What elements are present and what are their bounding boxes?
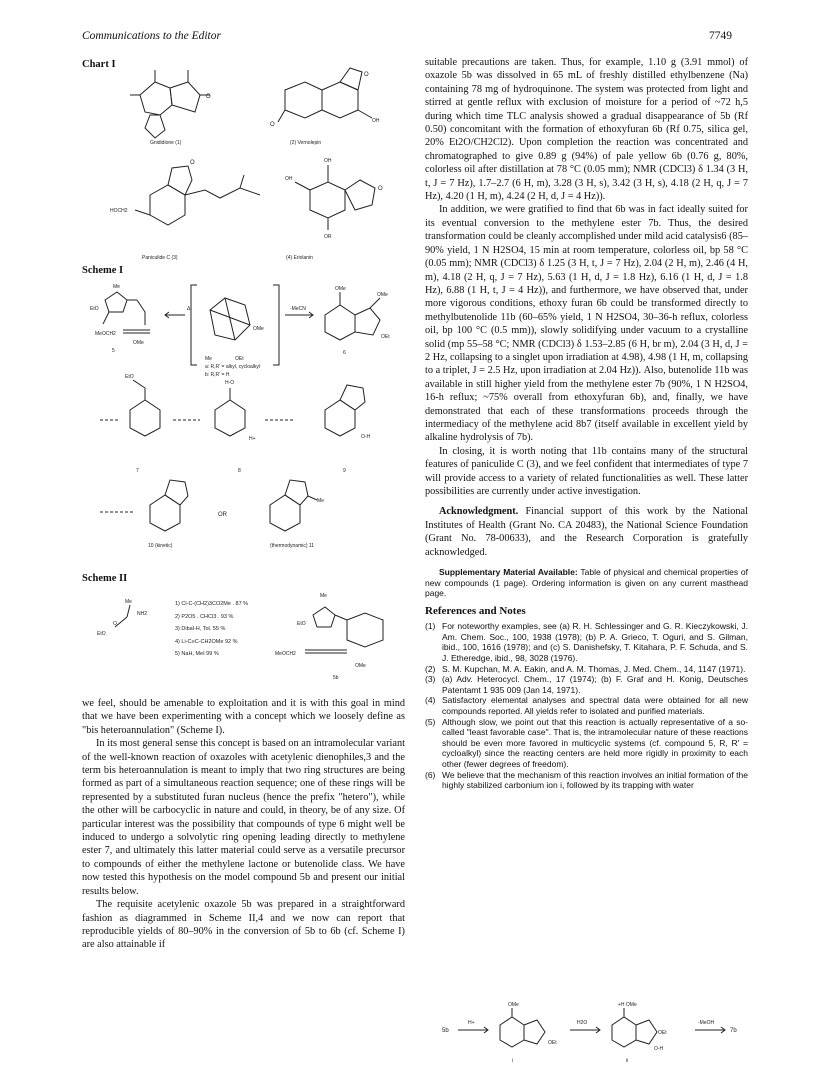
reference-number: (1) xyxy=(425,621,436,632)
step-1: 1) Cl-C-(CH2)3CO2Me . 87 % xyxy=(175,601,249,607)
reference-item xyxy=(425,770,748,791)
reference-item xyxy=(425,674,748,695)
step-2: 2) P2O5 . CHCl3 . 93 % xyxy=(175,613,234,620)
label-compound-11: (thermodynamic) 11 xyxy=(270,543,315,549)
reference-number: (4) xyxy=(425,695,436,706)
svg-text:EtO: EtO xyxy=(297,621,306,627)
reference-number: (3) xyxy=(425,674,436,685)
step-4: 4) Li-C≡C-CH2OMe 92 % xyxy=(175,638,238,645)
svg-text:OR: OR xyxy=(218,512,227,518)
scheme-ii-label: Scheme II xyxy=(82,573,128,584)
reference-number: (5) xyxy=(425,716,436,727)
svg-text:OH: OH xyxy=(372,118,380,124)
note-a: a: R,R' = alkyl, cycloalkyl xyxy=(205,364,260,370)
svg-text:OH: OH xyxy=(285,176,293,182)
left-paragraph-1: we feel, should be amenable to exploitation and it is with this goal in mind that we have been experimenting with a concept which we loosely define as "bis heteroannulation" (Scheme I). xyxy=(82,698,405,736)
reagent-delta: Δ xyxy=(187,306,191,312)
svg-text:O: O xyxy=(113,621,117,627)
svg-text:HOCH2: HOCH2 xyxy=(110,208,128,214)
acknowledgment xyxy=(425,505,748,559)
note-b: b: R,R' = H xyxy=(205,372,230,378)
mech-meoh: -MeOH xyxy=(698,1020,715,1026)
svg-text:OH: OH xyxy=(324,158,332,164)
structure-9 xyxy=(325,385,371,440)
label-compound-10: 10 (kinetic) xyxy=(148,543,173,549)
reference-text: We believe that the mechanism of this reaction involves an initial formation of the highly stabilized carbonium ion i, followed by its trapping with water xyxy=(442,769,748,791)
mech-start: 5b xyxy=(442,1028,449,1034)
acknowledgment-heading: Acknowledgment. xyxy=(439,506,519,518)
references-heading: References and Notes xyxy=(425,604,526,617)
caption-compound-2: (2) Vernolepin xyxy=(290,140,322,146)
svg-text:O: O xyxy=(270,122,275,128)
journal-section-title: Communications to the Editor xyxy=(82,30,221,42)
reference-number: (2) xyxy=(425,663,436,674)
supplementary-heading: Supplementary Material Available: xyxy=(439,567,578,578)
page-number: 7749 xyxy=(709,30,732,42)
right-paragraph-1: suitable precautions are taken. Thus, for example, 1.10 g (3.91 mmol) of oxazole 5b was dissolved in 65 mL of freshly distilled ethylbenzene (Na) containing 78 mg of hydroquinone. The system was protected from light and stirred at gentle reflux with exclusion of moisture for a period of ~72 h,5 during which time TLC analysis showed a gradual disappearance of 5b (Rf 0.50) concomitant with the formation of ethoxyfuran 6b (Rf 0.75, silica gel, 20% Et2O/CH2Cl2). Upon completion the reaction was concentrated and chromatographed to give 0.89 g (94%) of pale yellow 6b (0.76 g, 80%, colorless oil after distillation at 78 °C (0.05 mm); NMR (CDCl3) δ 1.34 (3 H, t, J = 7 Hz), 1.7–2.7 (6 H, m), 3.28 (3 H, s), 3.42 (3 H, s), 4.18 (2 H, q, J = 7 Hz), 4.20 (1 H, m), 4.24 (2 H, d, J = 4 Hz)). xyxy=(425,57,748,203)
reference-item xyxy=(425,717,748,770)
svg-text:EtO: EtO xyxy=(90,306,99,312)
svg-text:O: O xyxy=(190,160,195,166)
reference-item xyxy=(425,695,748,716)
structure-cation-i xyxy=(500,1002,557,1047)
svg-text:OR: OR xyxy=(324,234,332,240)
mech-h2o: H2O xyxy=(577,1020,588,1026)
svg-text:Me: Me xyxy=(125,599,132,605)
svg-text:O: O xyxy=(206,94,211,100)
svg-text:OEt: OEt xyxy=(381,334,390,340)
label-compound-5: 5 xyxy=(112,348,115,354)
svg-text:O: O xyxy=(378,186,383,192)
mech-h-plus: H+ xyxy=(468,1020,475,1026)
label-compound-6: 6 xyxy=(343,350,346,356)
caption-compound-3: Paniculide C (3) xyxy=(142,255,178,261)
label-compound-7: 7 xyxy=(136,468,139,474)
svg-text:O-H: O-H xyxy=(361,434,371,440)
label-compound-5b: 5b xyxy=(333,675,339,681)
structure-6 xyxy=(325,286,390,340)
reference-text: For noteworthy examples, see (a) R. H. Schlessinger and G. R. Kieczykowski, J. Am. Chem. Soc., 100, 1938 (1978); (b) P. A. Grieco, T. Oguri, and S. Gilman, ibid., 100, 1616 (1978); and (c) S. Danishefsky, T. Kitahara, P. F. Schuda, and S. J. Etheredge, ibid., 98, 3028 (1976). xyxy=(442,621,748,663)
reagent-mecn: -MeCN xyxy=(290,306,306,312)
svg-text:+H OMe: +H OMe xyxy=(618,1002,637,1008)
structure-5 xyxy=(90,284,150,346)
svg-text:Me: Me xyxy=(205,356,212,362)
svg-text:OMe: OMe xyxy=(253,326,264,332)
svg-text:MeOCH2: MeOCH2 xyxy=(275,651,296,657)
reference-text: (a) Adv. Heterocycl. Chem., 17 (1974); (b) F. Graf and H. Konig, Deutsches Patentamt 1 935 009 (Jan 14, 1971). xyxy=(442,674,748,695)
reference-text: Although slow, we point out that this reaction is actually representative of a so-called "least favorable case". That is, the intramolecular nature of these reactions should be even more favored in multicyclic systems (cf. compound 5, R, R' = cycloalkyl) since the reacting centers are held more rigidly in proximity to each other (fewer degrees of freedom). xyxy=(442,716,748,769)
structure-bracket-intermediate xyxy=(191,285,279,365)
structure-5b xyxy=(275,593,383,669)
svg-text:H-O: H-O xyxy=(225,380,235,386)
svg-text:OEt: OEt xyxy=(658,1030,667,1036)
acknowledgment-body: Financial support of this work by the National Institutes of Health (Grant No. CA 20483), the National Science Foundation (Grant No. 78-00633), and the Research Corporation is gratefully acknowledged. xyxy=(425,506,748,558)
svg-text:EtO: EtO xyxy=(97,631,106,637)
svg-text:OEt: OEt xyxy=(548,1040,557,1046)
structure-gnididione xyxy=(130,70,211,138)
reference-text: Satisfactory elemental analyses and spectral data were obtained for all new compounds reported. All yields refer to isolated and purified materials. xyxy=(442,695,748,716)
supplementary-body: Table of physical and chemical properties of new compounds (1 page). Ordering information is given on any current masthead page. xyxy=(425,567,748,599)
svg-text:EtO: EtO xyxy=(125,374,134,380)
svg-text:Me: Me xyxy=(317,498,324,504)
svg-text:MeOCH2: MeOCH2 xyxy=(95,331,116,337)
left-paragraph-3: The requisite acetylenic oxazole 5b was prepared in a straightforward fashion as diagrammed in Scheme II,4 and we now can report that reproducible yields of 80–90% in the conversion of 5b to 6b (cf. Scheme I) are also attainable if xyxy=(82,899,405,951)
reference-number: (6) xyxy=(425,769,436,780)
structure-vernolepin xyxy=(270,68,380,128)
scheme-i-structures xyxy=(85,280,425,560)
mech-end: 7b xyxy=(730,1028,737,1034)
left-paragraph-2: In its most general sense this concept is based on an intramolecular variant of the well-known reaction of oxazoles with acetylenic dienophiles,3 and the term bis heteroannulation is meant to imply that two ring structures are being formed as part of a simultaneous reaction sequence; one of these rings will be represented by a substituted furan nucleus (hence the prefix "hetero"), while the other will be carbocyclic in nature and could, in theory, be of any size. Of particular interest was the possibility that compounds of type 6 might well be induced to undergo a solvolytic ring opening leading directly to methylene ester 7, and ultimately this latter material could serve as a versatile precursor to compounds of either the methylene lactone or butenolide class. We have now tested this hypothesis on the model compound 5b and present our initial results below. xyxy=(82,738,405,897)
structure-10 xyxy=(150,480,188,531)
structure-11 xyxy=(270,480,324,531)
svg-text:Me: Me xyxy=(320,593,327,599)
mech-label-ii: ii xyxy=(626,1058,629,1064)
svg-text:Me: Me xyxy=(113,284,120,290)
reference-item xyxy=(425,664,748,675)
mechanism-scheme xyxy=(440,1000,760,1065)
chart-i-label: Chart I xyxy=(82,59,116,70)
structure-8 xyxy=(215,380,256,442)
svg-text:NH2: NH2 xyxy=(137,611,148,617)
reference-text: S. M. Kupchan, M. A. Eakin, and A. M. Thomas, J. Med. Chem., 14, 1147 (1971). xyxy=(442,663,746,674)
structure-amino-ester xyxy=(97,599,147,637)
svg-text:OMe: OMe xyxy=(133,340,144,346)
scheme-ii-steps xyxy=(175,598,248,661)
reference-item xyxy=(425,621,748,663)
svg-text:O-H: O-H xyxy=(654,1046,664,1052)
left-column xyxy=(82,697,405,952)
step-5: 5) NaH, MeI 99 % xyxy=(175,651,219,658)
structure-7 xyxy=(125,374,160,436)
svg-text:OMe: OMe xyxy=(335,286,346,292)
right-paragraph-2: In addition, we were gratified to find that 6b was in fact ideally suited for its eventual conversion to the methylene ester 7b. Thus, the desired transformation could be cleanly accomplished under mild acid catalysis6 (85–90% yield, 1 N H2SO4, 15 min at room temperature, colorless oil, bp 58 °C (0.05 mm); NMR (CDCl3) δ 1.25 (3 H, t, J = 7 Hz), 2.04 (2 H, m), 2.46 (4 H, m), 4.18 (2 H, q, J = 7 Hz), 5.63 (1 H, d, J = 1.8 Hz), 6.16 (1 H, d, J = 1.8 Hz), 6.88 (1 H, t, J = 4 Hz)), and furthermore, we have observed that, under more vigorous conditions, ethoxy furan 6b could be transformed directly to methylbutenolide 11b (60–65% yield, 1 N H2SO4, 30–36-h reflux, colorless oil, bp 100 °C (0.5 mm)), slowly solidifying under vacuum to a crystalline solid (mp 55–58 °C; NMR (CDCl3) δ 1.53–2.85 (6 H, br m), 2.04 (3 H, d, J = 2 Hz, collapsing to a singlet upon irradiation at 4.98), 4.98 (1 H, m, collapsing to a triplet, J = 2.5 Hz, upon irradiation at 2.04 Hz)). Also, butenolide 11b was available in still higher yield from the methylene ester 7b (90%, 1 N H2SO4, 16-h reflux; ~75% overall from ethoxyfuran 6b), and, finally, we have demonstrated that each of these transformations proceeds through the intermediacy of the methylene acid 8b7 (itself available in excellent yield by alkaline hydrolysis of 7b). xyxy=(425,204,748,444)
svg-text:OMe: OMe xyxy=(508,1002,519,1008)
caption-compound-1: Gnididione (1) xyxy=(150,140,182,146)
scheme-ii-structures xyxy=(85,585,415,690)
reference-list xyxy=(425,621,748,791)
step-3: 3) Dibal-H, Tol. 55 % xyxy=(175,626,226,633)
svg-text:OEt: OEt xyxy=(235,356,244,362)
mech-label-i: i xyxy=(512,1058,514,1064)
structure-eriolanin xyxy=(285,158,383,240)
caption-compound-4: (4) Eriolanin xyxy=(286,255,313,261)
label-compound-9: 9 xyxy=(343,468,346,474)
svg-text:OMe: OMe xyxy=(355,663,366,669)
structure-paniculide-c xyxy=(110,160,260,225)
scheme-i-label: Scheme I xyxy=(82,265,124,276)
supplementary-material xyxy=(425,567,748,599)
label-compound-8: 8 xyxy=(238,468,241,474)
right-paragraph-3: In closing, it is worth noting that 11b contains many of the structural features of paniculide C (3), and we feel confident that intermediates of type 7 will provide access to a variety of related functionalities as well. These latter possibilities are currently under active investigation. xyxy=(425,445,748,497)
structure-intermediate-ii xyxy=(612,1002,667,1052)
chart-i-structures xyxy=(110,60,410,265)
svg-text:H+: H+ xyxy=(249,436,256,442)
svg-text:O: O xyxy=(364,72,369,78)
svg-text:OMe: OMe xyxy=(377,292,388,298)
right-column xyxy=(425,56,748,791)
